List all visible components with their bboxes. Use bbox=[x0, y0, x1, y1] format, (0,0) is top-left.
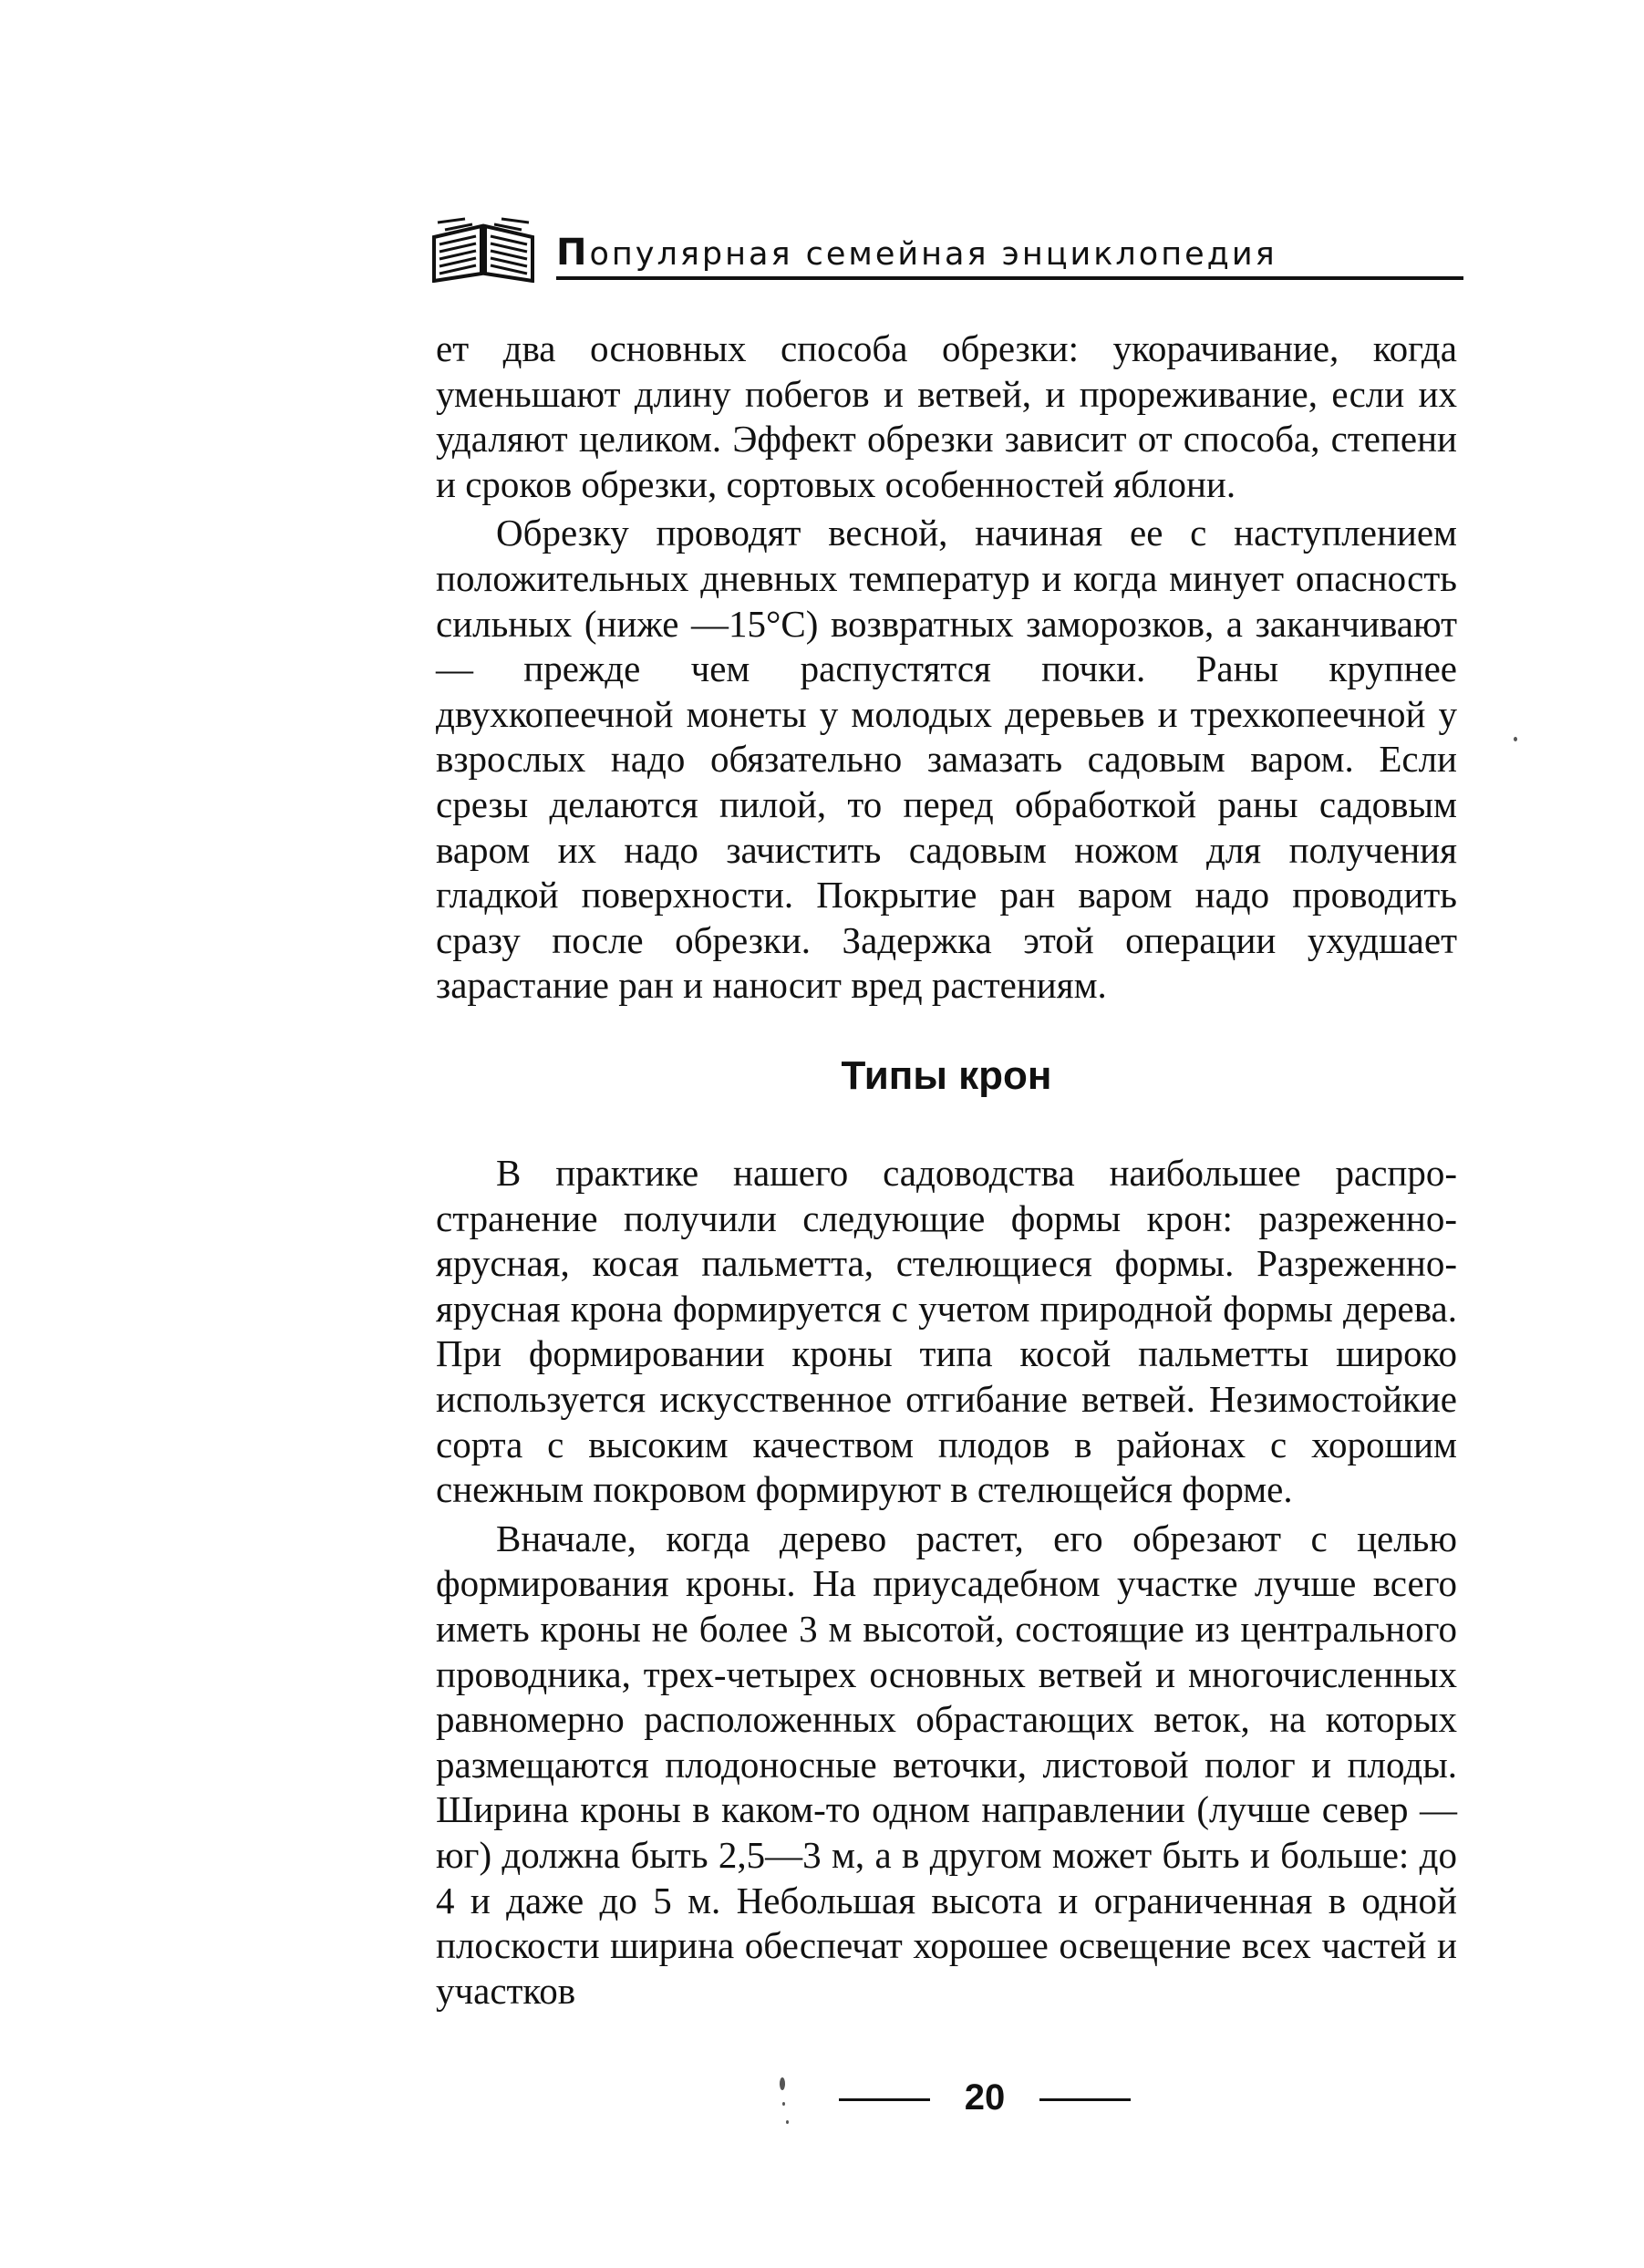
footer-rule-left bbox=[839, 2098, 930, 2101]
text-block-bottom bbox=[436, 1151, 1457, 2014]
text-block-top bbox=[436, 326, 1457, 1009]
scan-speck bbox=[780, 2077, 785, 2090]
scan-speck bbox=[782, 2102, 785, 2106]
section-title: Типы крон bbox=[841, 1053, 1052, 1098]
scan-speck bbox=[1514, 737, 1517, 741]
footer-rule-right bbox=[1039, 2098, 1131, 2101]
page-number: 20 bbox=[964, 2077, 1006, 2118]
header-title-initial: П bbox=[556, 232, 590, 274]
running-header bbox=[429, 217, 1463, 290]
open-book-icon bbox=[429, 217, 538, 283]
paragraph-crown-formation: Вначале, когда дерево растет, его обрезают с целью формирования кроны. На приусадебном участке лучше всего иметь кроны не более 3 м высотой, состоящие из центрального проводника, трех-четырех основных ветвей и многочисленных равномерно расположенных обрастающих веток, на которых размещаются плодоносные веточки, листовой полог и плоды. Ширина кроны в каком-то одном направлении (лучше север — юг) должна быть 2,5—3 м, а в другом может быть и больше: до 4 и даже до 5 м. Небольшая высота и ограниченная в одной плоскости ширина обеспечат хорошее освещение всех частей и участков bbox=[436, 1517, 1457, 2012]
paragraph-pruning-timing: Обрезку проводят весной, начиная ее с наступлением положительных дневных температур и когда минует опасность сильных (ниже —15°С) возвратных заморозков, а заканчивают — прежде чем распустятся почки. Раны крупнее двухкопеечной монеты у молодых деревьев и трехкопеечной у взрослых надо обязательно замазать садовым варом. Если срезы делаются пилой, то перед обработкой раны садовым варом их надо зачистить садовым ножом для получения гладкой поверхности. Покрытие ран варом надо проводить сразу после обрезки. Задержка этой операции ухудшает зарастание ран и наносит вред растениям. bbox=[436, 512, 1457, 1007]
page-footer bbox=[839, 2070, 1131, 2125]
header-rule bbox=[556, 276, 1463, 280]
scan-speck bbox=[786, 2120, 789, 2124]
paragraph-crown-forms: В практике нашего садоводства наибольшее распространение получили следующие формы крон: разреженно-ярусная, косая пальметта, стелющиеся формы. Разреженно-ярусная крона формируется с учетом природной формы дерева. При формировании кроны типа косой пальметты широко используется искусственное отгибание ветвей. Незимостойкие сорта с высоким качеством плодов в районах с хорошим снежным покровом формируют в стелющейся форме. bbox=[436, 1152, 1457, 1511]
header-title-rest: опулярная семейная энциклопедия bbox=[589, 236, 1277, 273]
paragraph-continued: ет два основных способа обрезки: укорачивание, когда уменьшают длину побегов и ветвей, и прореживание, если их удаляют целиком. Эффект обрезки зависит от способа, степени и сроков обрезки, сортовых особенностей яблони. bbox=[436, 327, 1457, 505]
header-title bbox=[556, 232, 1277, 274]
